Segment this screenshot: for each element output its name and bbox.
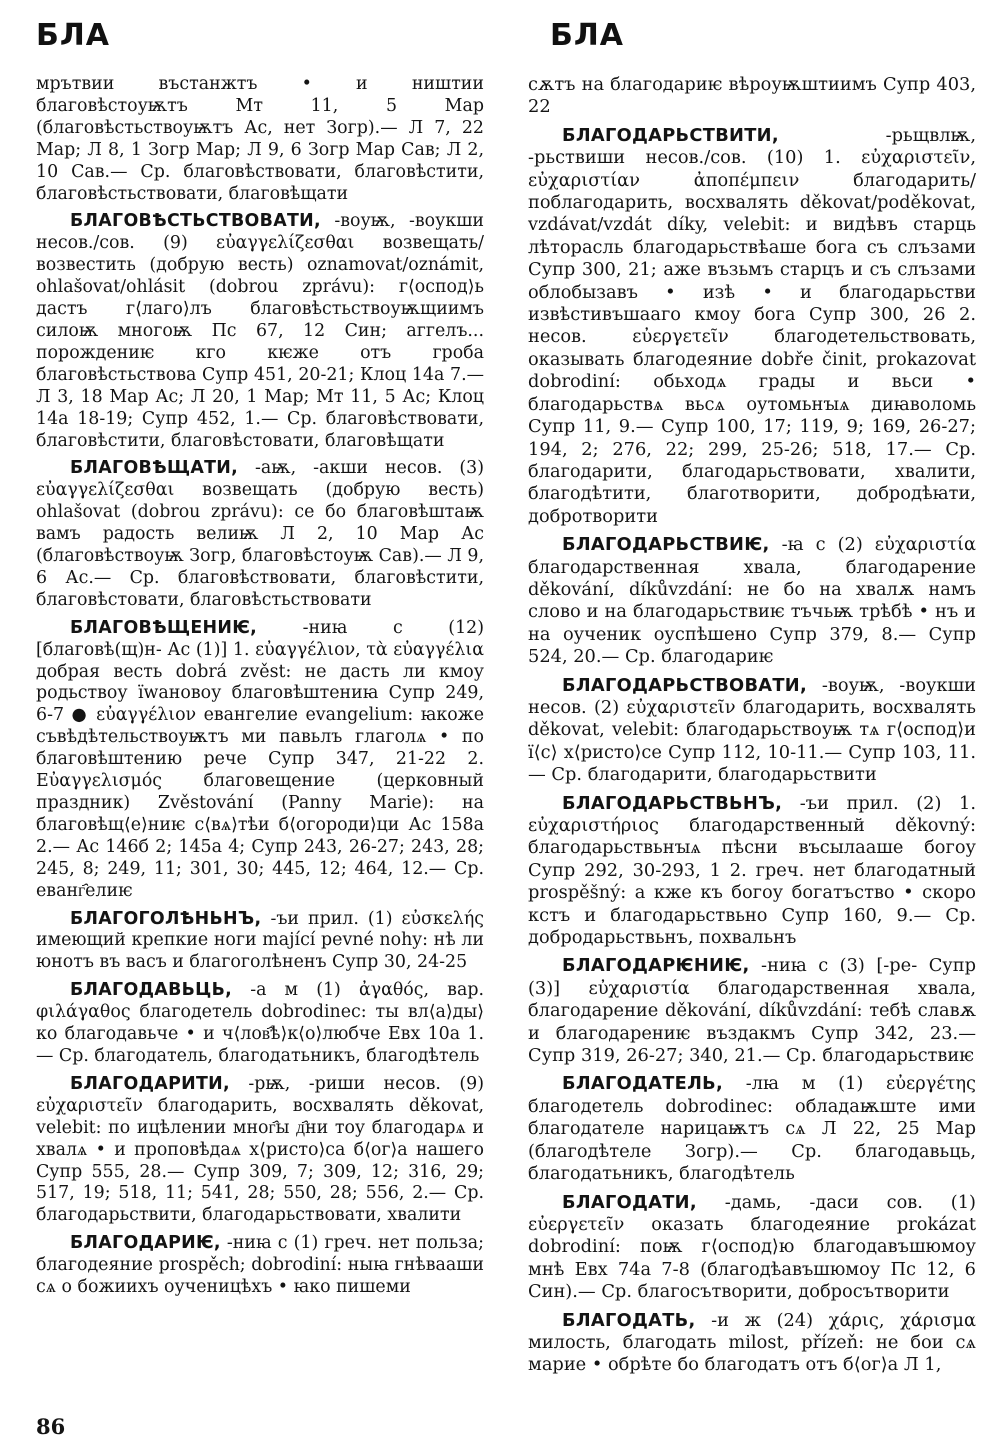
entry-text: -дамь, -даси сов. (1) εὐεργετεῖν оказать благодеяние prokázat dobrodiní: поѭ г⟨оспод⟩ю благодавъшюмоу мнѣ Евх 74а 7-8 (благодѣавъшюмоу Пс 12, 6 Син).— Ср. благосътворити, добросътворити	[528, 1191, 976, 1303]
entry-text: -воуѭ, -воукши несов./сов. (9) εὐαγγελίζεσθαι возвещать/возвестить (добрую весть) oznamovat/oznámit, ohlašovat/ohlásit (dobrou zprávu): г⟨ocпoд⟩ь дастъ г⟨лаго⟩лъ благовѣстьствоуѭщиимъ силоѭ многоѭ Пс 67, 12 Син; аггелъ... порождениѥ кго кѥже отъ гроба благовѣстьствова Супр 451, 20-21; Клоц 14а 7.— Л 3, 18 Мар Ас; Л 20, 1 Мар; Мт 11, 5 Ас; Клоц 14а 18-19; Супр 452, 1.— Ср. благовѣствовати, благовѣстити, благовѣстовати, благовѣщати	[36, 211, 484, 451]
entry-headword: БЛАГОДАТЕЛЬ,	[562, 1073, 724, 1095]
page-number: 86	[36, 1414, 66, 1439]
dictionary-entry	[36, 980, 484, 1068]
dictionary-entry	[528, 534, 976, 668]
entry-headword: БЛАГОДАРИѤ,	[70, 1233, 221, 1254]
dictionary-entry	[36, 618, 484, 903]
dictionary-entry	[528, 1310, 976, 1377]
dictionary-entry	[36, 909, 484, 975]
dictionary-entry	[528, 1073, 976, 1185]
entry-text: мрътвии въстанжтъ • и ништии благовѣстоуѭтъ Мт 11, 5 Мар (благовѣстьствоуѭтъ Ас, нет Зогр).— Л 7, 22 Мар; Л 8, 1 Зогр Мар; Л 9, 6 Зогр Мар Сав; Л 2, 10 Сав.— Ср. благовѣствовати, благовѣстити, благовѣстьствовати, благовѣщати	[36, 74, 484, 204]
dictionary-entry	[36, 458, 484, 611]
entry-text: -рьщвлѭ, -рьствиши несов./сов. (10) 1. εὐχαριστεῖν, εὐχαριστίαν ἀποπέμπειν благодарить/поблагодарить, восхвалять děkovat/poděkovat, vzdávat/vzdát díky, velebit: и видѣвъ старць лѣторасль благодарьствѣаше бога съ слъзами Супр 300, 21; аже възьмъ старцъ и съ слъзами облобызавъ • изѣ • и благодарьстви извѣстивъшааго кмоу бога Супр 300, 26 2. несов. εὐεργετεῖν благодетельствовать, оказывать благодеяние dobře činit, prokazovat dobrodiní: обьходѧ грады и вьси • благодарьствѧ вьсѧ оутомьнꙑѧ диꙗволомь Супр 11, 9.— Супр 100, 17; 119, 9; 169, 26-27; 194, 2; 276, 22; 299, 25-26; 518, 17.— Ср. благодарити, благодарьствовати, хвалити, благодѣтити, благотворити, добродѣꙗти, добротворити	[528, 124, 976, 527]
entry-text: -рѭ, -риши несов. (9) εὐχαριστεῖν благодарить, восхвалять děkovat, velebit: по ицѣлении мног҄ы д҄ни тоу благодарѧ и хвалѧ • и проповѣдаѧ х⟨ристо⟩са б⟨ог⟩а нашего Супр 555, 28.— Супр 309, 7; 309, 12; 316, 29; 517, 19; 518, 11; 541, 28; 550, 28; 556, 2.— Ср. благодарьствити, благодарьствовати, хвалити	[36, 1073, 484, 1226]
entry-text: -а м (1) ἀγαθός, вар. φιλάγαθος благодетель dobrodinec: ты вл⟨а⟩ды⟩ко благодавьче • и ч⟨лов҄ѣ⟩к⟨о⟩любче Евх 10а 1.— Ср. благодатель, благодатьникъ, благодѣтель	[36, 980, 484, 1066]
entry-text: -ниꙗ с (12) [благовѣ(щ)н- Ас (1)] 1. εὐαγγέλιον, τὰ εὐαγγέλια добрая весть dobrá zvěst: не дасть ли кмоу родьствоу їwановоу благовѣштениꙗ Супр 249, 6-7 ● εὐαγγέλιον евангелие evangelium: ꙗкоже съвѣдѣтельствоуѭтъ ми павьлъ глаголѧ • по благовѣштению рече Супр 347, 21-22 2. Εὐαγγελισμός благовещение (церковный праздник) Zvěstování (Panny Marie): на благовѣщ⟨е⟩ниѥ с⟨вѧ⟩тѣи б⟨огороди⟩ци Ас 158а 2.— Ас 146б 2; 145а 4; Супр 243, 26-27; 243, 28; 245, 8; 249, 11; 301, 30; 445, 12; 464, 12.— Ср. еванг҄елиѥ	[36, 617, 484, 901]
dictionary-entry	[528, 125, 976, 528]
entry-text: сѫтъ на благодариѥ вѣроуѭштиимъ Супр 403, 22	[528, 74, 976, 118]
entry-text: -аѭ, -акши несов. (3) εὐαγγελίζεσθαι возвещать (добрую весть) ohlašovat (dobrou zprávu): се бо благовѣштаѭ вамъ радость велиѭ Л 2, 10 Мар Ас (благовѣствоуѭ Зогр, благовѣстоуѭ Сав).— Л 9, 6 Ас.— Ср. благовѣствовати, благовѣстити, благовѣстовати, благовѣстьствовати	[36, 458, 484, 610]
dictionary-entry	[528, 1192, 976, 1304]
entry-text: -воуѭ, -воукши несов. (2) εὐχαριστεῖν благодарить, восхвалять děkovat, velebit: благодарьствоуѭ тѧ г⟨оспод⟩и ї⟨с⟩ х⟨ристо⟩се Супр 112, 10-11.— Супр 103, 11.— Ср. благодарити, благодарьствити	[528, 674, 976, 786]
entry-text: -лꙗ м (1) εὐεργέτης благодетель dobrodinec: обладаѭште ими благодателе нарицаѭтъ сѧ Л 22, 25 Мар (благодѣтеле Зогр).— Ср. благодавьць, благодатьникъ, благодѣтель	[528, 1073, 976, 1185]
entry-headword: БЛАГОДАТЬ,	[562, 1309, 696, 1331]
running-head-right: БЛА	[550, 18, 625, 53]
entry-text: -и ж (24) χάρις, χάρισμα милость, благодать milost, přízeň: не бои сѧ марие • обрѣте бо благодатъ отъ б⟨ог⟩а Л 1,	[528, 1309, 976, 1376]
entry-headword: БЛАГОВѢСТЬСТВОВАТИ,	[70, 211, 321, 232]
entry-text: -ꙗ с (2) εὐχαριστία благодарственная хвала, благодарение děkování, díkůvzdání: не бо на хвалѫ намъ слово и на благодарьствиѥ тъчьѭ трѣбѣ • нъ и на оученик оуспѣшено Супр 379, 8.— Супр 524, 20.— Ср. благодариѥ	[528, 534, 976, 668]
entry-headword: БЛАГОДАРИТИ,	[70, 1073, 230, 1094]
entry-headword: БЛАГОВѢЩАТИ,	[70, 458, 239, 479]
entry-headword: БЛАГОДАРЬСТВЬНЪ,	[562, 792, 783, 814]
entry-text: -ниꙗ с (3) [-ре- Супр (3)] εὐχαριστία благодарственная хвала, благодарение děkování, díkůvzdání: тебѣ славѫ и благодарениѥ въздакмъ Супр 342, 23.— Супр 319, 26-27; 340, 21.— Ср. благодарьствиѥ	[528, 955, 976, 1067]
entry-text: -ъи прил. (1) εὐσκελής имеющий крепкие ноги mající pevné nohy: нѣ ли юнотъ въ васъ и благоголѣненъ Супр 30, 24-25	[36, 908, 484, 973]
entry-headword: БЛАГОДАРЬСТВИѤ,	[562, 534, 770, 556]
entry-text: -ниꙗ с (1) греч. нет польза; благодеяние prospěch; dobrodiní: ныꙗ гнѣвааши сѧ о божиихъ оученицѣхъ • ꙗко пишеми	[36, 1233, 484, 1298]
dictionary-entry	[36, 1074, 484, 1227]
dictionary-entry	[36, 211, 484, 452]
dictionary-entry	[528, 793, 976, 950]
entry-headword: БЛАГОДАРЬСТВОВАТИ,	[562, 674, 808, 696]
left-column	[36, 74, 484, 1305]
entry-headword: БЛАГОДАРЬСТВИТИ,	[562, 124, 779, 146]
entry-headword: БЛАГОГОЛѢНЬНЪ,	[70, 908, 262, 929]
running-head-left: БЛА	[36, 18, 111, 53]
dictionary-entry	[36, 1233, 484, 1299]
entry-text: -ъи прил. (2) 1. εὐχαριστήριος благодарственный děkovný: благодарьствьнꙑѧ пѣсни въсылааше богоу Супр 292, 30-293, 1 2. греч. нет благодатный prospěšný: а кже къ богоу богатъство • скоро кстъ и благодарьствьно Супр 160, 9.— Ср. добродарьствьнъ, похвальнъ	[528, 792, 976, 949]
entry-headword: БЛАГОДАРѤНИѤ,	[562, 955, 750, 977]
right-column	[528, 74, 976, 1383]
entry-headword: БЛАГОДАТИ,	[562, 1191, 697, 1213]
entry-headword: БЛАГОДАВЬЦЬ,	[70, 980, 233, 1001]
dictionary-entry	[528, 955, 976, 1067]
entry-headword: БЛАГОВѢЩЕНИѤ,	[70, 617, 258, 638]
dictionary-entry	[528, 675, 976, 787]
entry-continuation	[528, 74, 976, 119]
entry-continuation	[36, 74, 484, 205]
